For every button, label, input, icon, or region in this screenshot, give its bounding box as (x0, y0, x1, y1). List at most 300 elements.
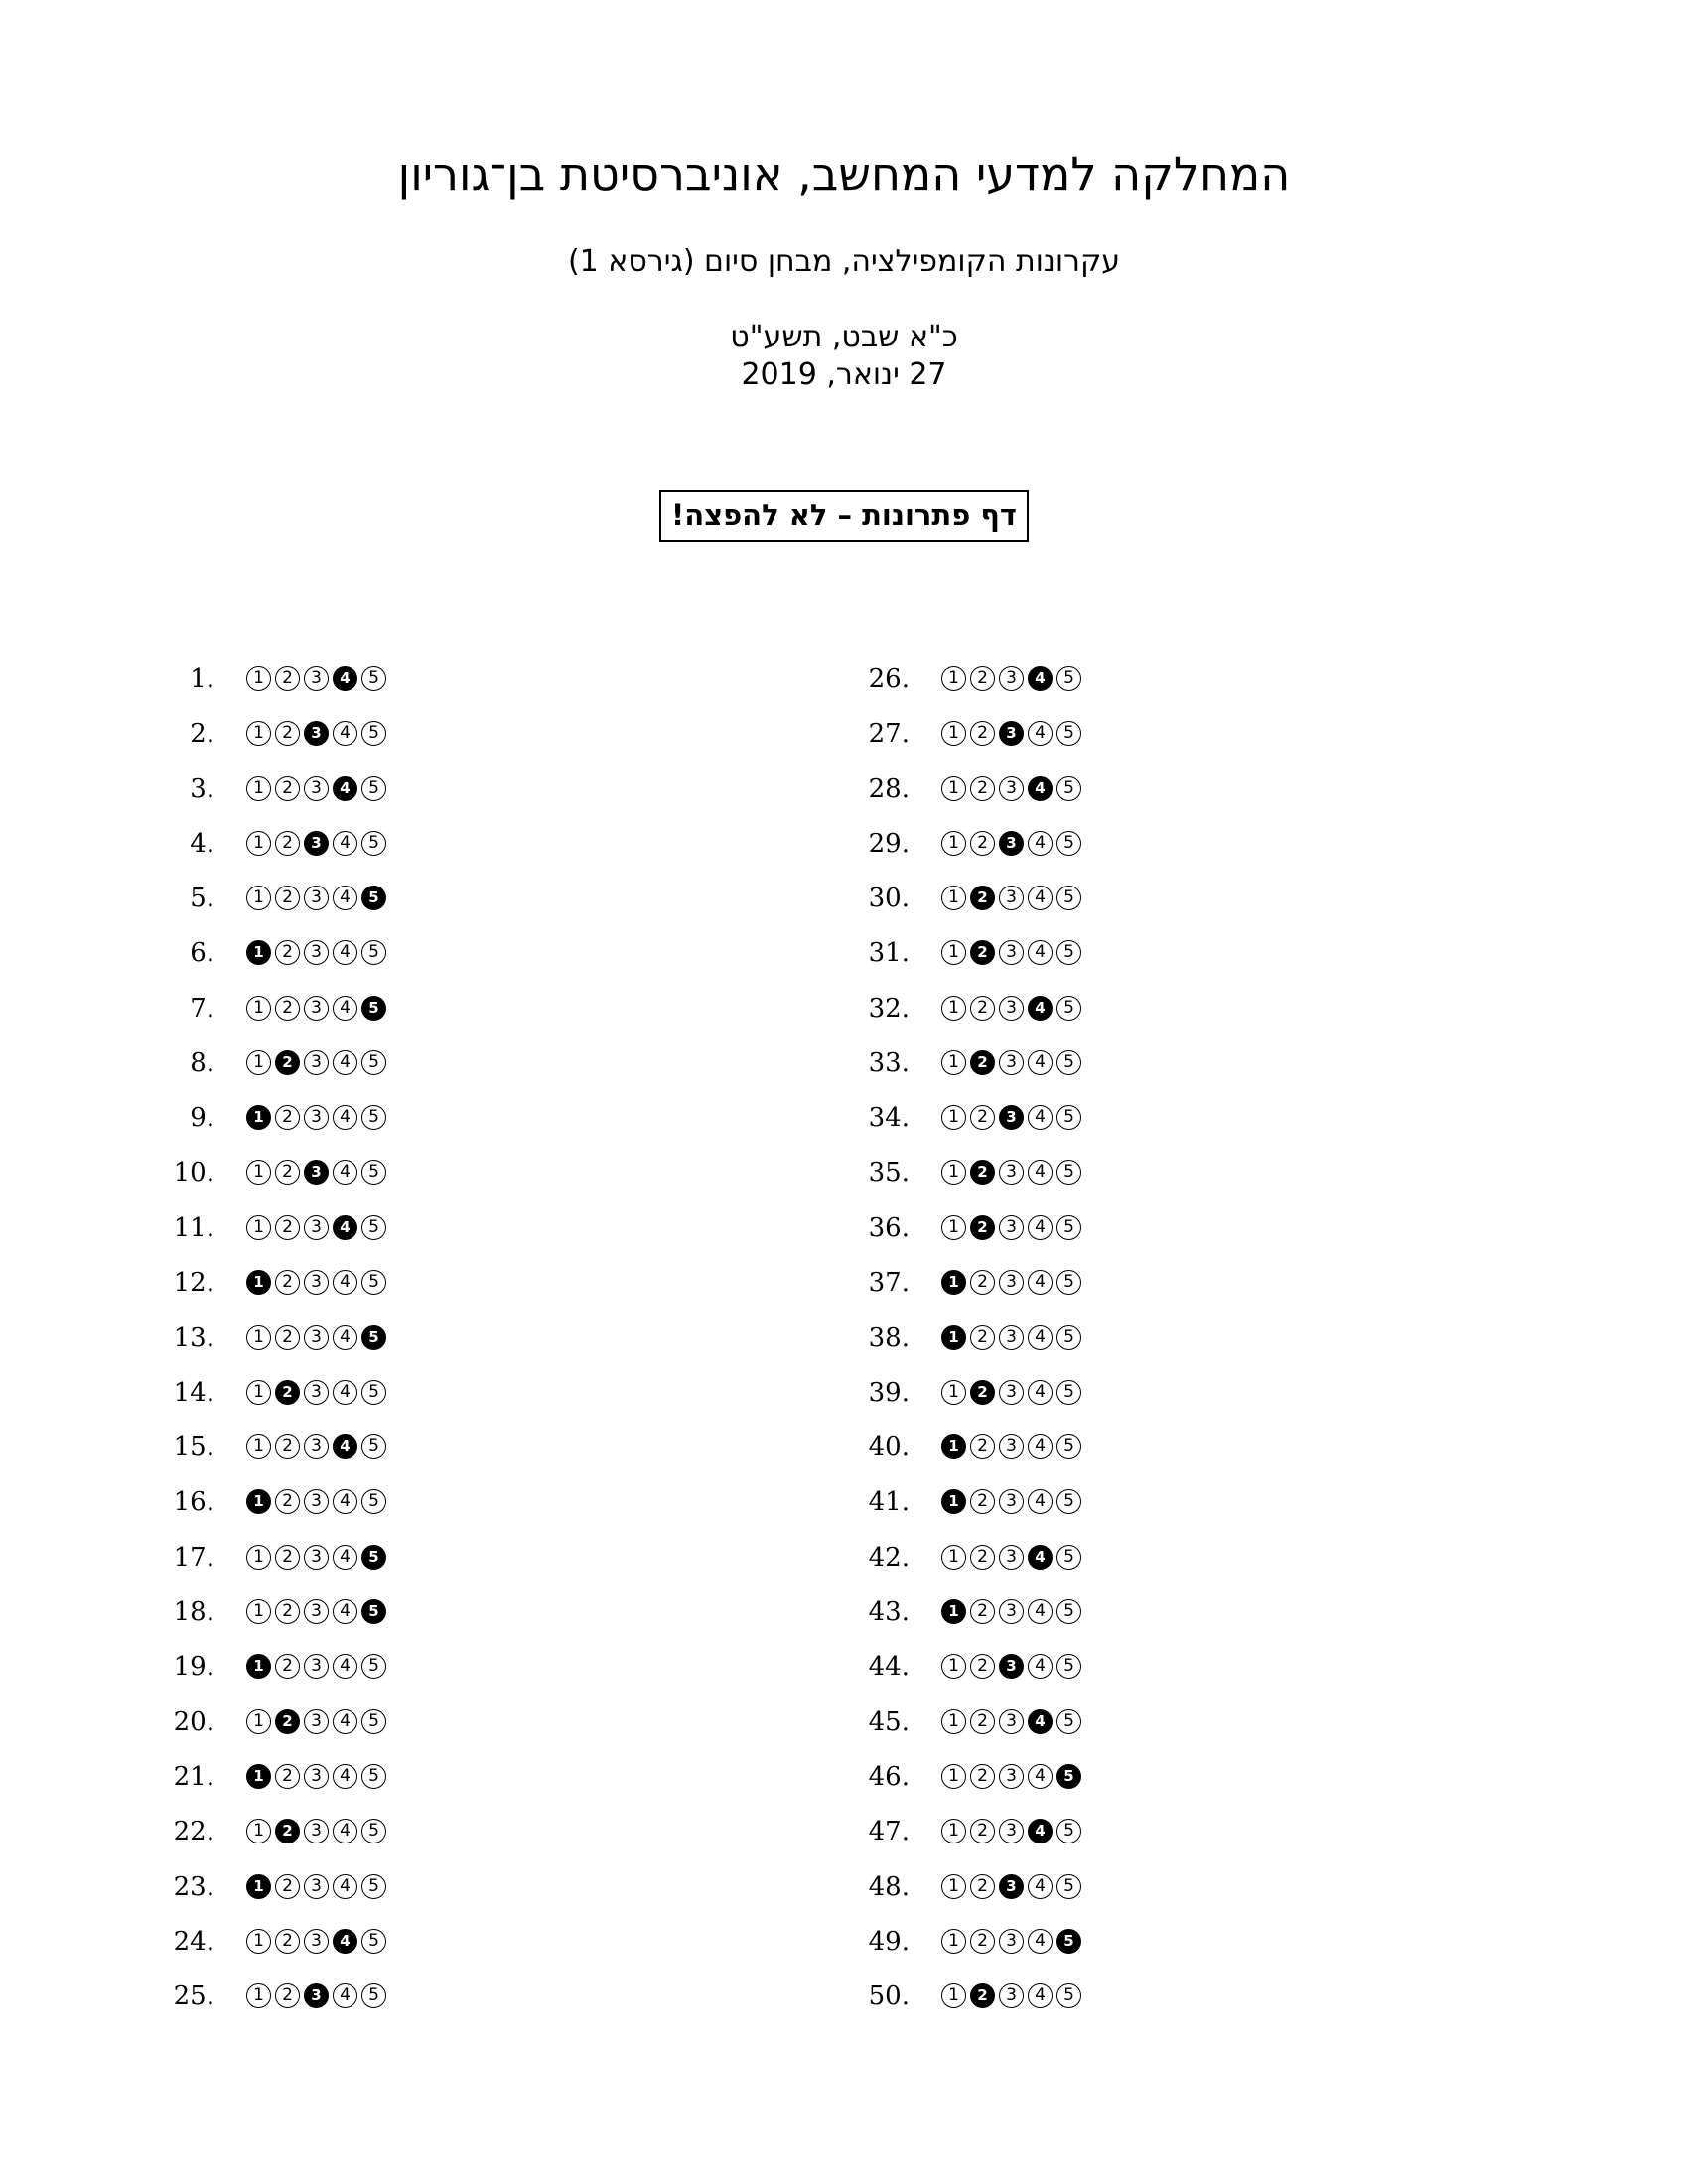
answer-bubble: 3 (999, 1380, 1024, 1405)
answer-bubbles (941, 1983, 1085, 2008)
answer-bubbles (246, 1654, 390, 1679)
question-number: 11. (173, 1212, 214, 1243)
answer-bubble: 4 (333, 721, 357, 746)
question-number: 1. (190, 664, 214, 694)
answer-bubble: 2 (970, 831, 995, 856)
answer-bubble: 3 (999, 996, 1024, 1021)
answer-bubble-filled: 4 (1028, 1709, 1053, 1734)
answer-bubble: 1 (246, 1709, 271, 1734)
answer-bubble: 2 (275, 886, 300, 910)
answer-bubble: 5 (361, 1874, 386, 1899)
answer-bubble: 3 (999, 1599, 1024, 1624)
answer-bubbles (246, 1270, 390, 1295)
question-number: 19. (173, 1652, 214, 1683)
answer-bubble-filled: 1 (941, 1434, 966, 1459)
answer-bubble: 3 (304, 886, 329, 910)
answer-bubble: 5 (1056, 1050, 1081, 1075)
question-number: 13. (173, 1322, 214, 1353)
answer-bubbles (941, 1819, 1085, 1843)
answer-bubble: 5 (361, 940, 386, 965)
answer-bubble: 3 (304, 1215, 329, 1240)
question-number: 6. (190, 938, 214, 969)
answer-bubble: 5 (361, 1050, 386, 1075)
question-number: 35. (868, 1158, 910, 1188)
answer-bubble-filled: 1 (246, 940, 271, 965)
answer-bubble: 4 (1028, 940, 1053, 965)
answer-bubble-filled: 3 (999, 831, 1024, 856)
answer-bubble-filled: 4 (333, 1215, 357, 1240)
question-number: 41. (868, 1487, 910, 1518)
answer-bubble: 4 (1028, 1434, 1053, 1459)
answer-bubble: 3 (304, 666, 329, 691)
answer-bubble: 2 (275, 666, 300, 691)
answer-bubble: 2 (275, 940, 300, 965)
answer-bubble: 4 (333, 1545, 357, 1570)
question-number: 22. (173, 1817, 214, 1847)
answer-bubble-filled: 1 (246, 1105, 271, 1130)
answer-bubbles (246, 1599, 390, 1624)
question-number: 16. (173, 1487, 214, 1518)
answer-bubble: 5 (361, 1215, 386, 1240)
answer-bubble: 1 (246, 776, 271, 801)
answer-bubble: 2 (970, 1270, 995, 1295)
answer-bubble: 1 (941, 721, 966, 746)
answer-bubble: 2 (970, 1434, 995, 1459)
answer-bubbles (941, 1545, 1085, 1570)
question-number: 39. (868, 1377, 910, 1408)
answer-bubble-filled: 4 (333, 666, 357, 691)
answer-bubble: 3 (999, 1050, 1024, 1075)
answer-bubble: 5 (1056, 1434, 1081, 1459)
answer-bubble: 5 (1056, 831, 1081, 856)
answer-bubble: 5 (1056, 1983, 1081, 2008)
answer-bubble: 1 (941, 1050, 966, 1075)
answer-bubble: 3 (999, 1929, 1024, 1954)
answer-bubble-filled: 3 (304, 1983, 329, 2008)
question-number: 3. (190, 773, 214, 804)
answer-bubble: 2 (275, 776, 300, 801)
answer-bubble: 3 (999, 1764, 1024, 1789)
answer-bubble: 4 (333, 1709, 357, 1734)
answer-bubbles (246, 1929, 390, 1954)
gregorian-date: 27 ינואר, 2019 (741, 357, 947, 392)
question-number: 50. (868, 1981, 910, 2012)
answer-bubble: 5 (1056, 1874, 1081, 1899)
answer-bubble-filled: 4 (1028, 776, 1053, 801)
answer-bubbles (246, 1764, 390, 1789)
answer-bubble: 1 (941, 1874, 966, 1899)
answer-bubble: 4 (1028, 886, 1053, 910)
answer-bubble: 4 (333, 1654, 357, 1679)
answer-bubble-filled: 2 (970, 1160, 995, 1185)
answer-bubble: 3 (999, 1819, 1024, 1843)
question-number: 8. (190, 1048, 214, 1079)
answer-bubbles (246, 940, 390, 965)
answer-bubble: 4 (333, 1764, 357, 1789)
question-number: 27. (868, 719, 910, 750)
question-number: 23. (173, 1871, 214, 1902)
answer-bubble: 5 (361, 831, 386, 856)
answer-bubble: 2 (275, 1489, 300, 1514)
answer-bubble: 2 (275, 1105, 300, 1130)
answer-bubbles (941, 1215, 1085, 1240)
question-number: 18. (173, 1597, 214, 1628)
answer-bubble: 3 (304, 1764, 329, 1789)
answer-bubbles (246, 1489, 390, 1514)
banner-wrapper (0, 490, 1688, 542)
answer-bubble: 4 (333, 1105, 357, 1130)
answer-bubble-filled: 2 (970, 940, 995, 965)
answer-bubble-filled: 2 (970, 1050, 995, 1075)
hebrew-date: כ"א שבט, תשע"ט (730, 320, 958, 354)
answer-bubbles (941, 1929, 1085, 1954)
answer-bubble: 3 (999, 1709, 1024, 1734)
question-number: 32. (868, 993, 910, 1024)
answer-bubble: 1 (941, 1105, 966, 1130)
answer-bubble: 2 (275, 1983, 300, 2008)
answer-bubble: 5 (1056, 1325, 1081, 1350)
question-number: 48. (868, 1871, 910, 1902)
answer-bubble: 4 (333, 996, 357, 1021)
answer-bubble: 1 (941, 1380, 966, 1405)
answer-bubble-filled: 1 (941, 1489, 966, 1514)
answer-bubble: 3 (999, 886, 1024, 910)
answer-bubbles (941, 1380, 1085, 1405)
answer-bubbles (941, 996, 1085, 1021)
answer-bubble: 3 (304, 1380, 329, 1405)
answer-bubble: 4 (1028, 831, 1053, 856)
answer-bubble: 4 (333, 1380, 357, 1405)
answer-bubble-filled: 5 (361, 1599, 386, 1624)
question-number: 2. (190, 719, 214, 750)
question-number: 30. (868, 884, 910, 914)
answer-bubble: 2 (970, 776, 995, 801)
answer-bubble: 4 (1028, 721, 1053, 746)
answer-bubble-filled: 3 (999, 1654, 1024, 1679)
answer-bubble-filled: 1 (246, 1874, 271, 1899)
answer-bubble: 1 (941, 1983, 966, 2008)
answer-bubble: 1 (246, 1599, 271, 1624)
answer-bubble-filled: 5 (1056, 1929, 1081, 1954)
answer-bubbles (246, 831, 390, 856)
answer-bubbles (246, 996, 390, 1021)
answer-bubble: 3 (304, 1050, 329, 1075)
answer-bubbles (941, 1050, 1085, 1075)
answer-bubble: 4 (1028, 1983, 1053, 2008)
answer-bubble-filled: 5 (1056, 1764, 1081, 1789)
question-number: 9. (190, 1103, 214, 1134)
answer-bubble: 2 (275, 1270, 300, 1295)
answer-bubble: 5 (361, 776, 386, 801)
answer-bubble: 3 (304, 996, 329, 1021)
answer-bubble: 5 (1056, 1105, 1081, 1130)
answer-bubble: 1 (246, 1983, 271, 2008)
answer-bubble: 3 (999, 940, 1024, 965)
answer-bubble: 5 (1056, 1709, 1081, 1734)
answer-bubble: 3 (304, 1874, 329, 1899)
answer-bubble-filled: 4 (333, 1929, 357, 1954)
answer-bubble-filled: 5 (361, 996, 386, 1021)
answer-bubble: 1 (246, 721, 271, 746)
answer-bubble: 3 (999, 666, 1024, 691)
answer-bubble: 4 (333, 1819, 357, 1843)
answer-bubble-filled: 3 (999, 1105, 1024, 1130)
answer-bubble-filled: 4 (1028, 666, 1053, 691)
answer-bubbles (246, 1380, 390, 1405)
answer-bubble: 1 (941, 1929, 966, 1954)
answer-bubble: 3 (999, 1983, 1024, 2008)
answer-bubbles (246, 1434, 390, 1459)
solution-sheet-banner: דף פתרונות – לא להפצה! (659, 490, 1029, 542)
question-number: 28. (868, 773, 910, 804)
answer-bubble-filled: 4 (333, 776, 357, 801)
question-number: 40. (868, 1433, 910, 1463)
answer-bubbles (246, 721, 390, 746)
answer-bubble: 2 (970, 1819, 995, 1843)
answer-bubble: 5 (361, 1983, 386, 2008)
answer-bubble: 3 (999, 1545, 1024, 1570)
answer-bubble: 5 (1056, 1654, 1081, 1679)
question-number: 24. (173, 1926, 214, 1957)
answer-bubble: 2 (275, 1929, 300, 1954)
answer-bubble-filled: 2 (970, 886, 995, 910)
answer-bubble: 1 (941, 1160, 966, 1185)
question-number: 4. (190, 828, 214, 859)
answer-bubble: 2 (275, 1874, 300, 1899)
answer-bubble-filled: 2 (275, 1709, 300, 1734)
answer-bubble: 5 (1056, 666, 1081, 691)
answer-bubble: 4 (333, 1599, 357, 1624)
answer-bubble: 4 (1028, 1654, 1053, 1679)
answer-bubble-filled: 4 (1028, 996, 1053, 1021)
answer-bubble: 4 (1028, 1325, 1053, 1350)
answer-bubble: 5 (361, 1489, 386, 1514)
answer-bubble-filled: 1 (246, 1270, 271, 1295)
answer-bubbles (246, 1160, 390, 1185)
answer-bubble: 5 (361, 1709, 386, 1734)
answer-bubbles (941, 1709, 1085, 1734)
answer-bubble: 4 (1028, 1380, 1053, 1405)
answer-bubbles (941, 1764, 1085, 1789)
answer-bubble: 3 (304, 1434, 329, 1459)
answer-bubble-filled: 5 (361, 886, 386, 910)
answer-bubble: 5 (361, 1654, 386, 1679)
answer-bubble: 1 (941, 1764, 966, 1789)
answer-bubble: 1 (246, 996, 271, 1021)
answer-bubbles (246, 776, 390, 801)
answer-bubbles (246, 1983, 390, 2008)
answer-bubble: 1 (941, 1654, 966, 1679)
answer-bubble: 5 (361, 721, 386, 746)
answer-bubble: 5 (361, 1270, 386, 1295)
answer-bubble: 1 (941, 1215, 966, 1240)
question-number: 7. (190, 993, 214, 1024)
answer-bubble: 1 (246, 1325, 271, 1350)
answer-bubble-filled: 1 (246, 1764, 271, 1789)
question-number: 36. (868, 1212, 910, 1243)
answer-bubble: 2 (970, 666, 995, 691)
answer-bubble-filled: 1 (941, 1325, 966, 1350)
answer-bubble: 2 (275, 1599, 300, 1624)
answer-bubble: 1 (941, 831, 966, 856)
answer-bubble: 4 (333, 1050, 357, 1075)
answer-bubble: 4 (333, 1874, 357, 1899)
answer-bubble-filled: 1 (246, 1489, 271, 1514)
answer-bubble: 5 (361, 1160, 386, 1185)
answer-bubble: 5 (1056, 1380, 1081, 1405)
answer-bubble: 3 (304, 1270, 329, 1295)
question-number: 20. (173, 1706, 214, 1737)
answer-bubble: 1 (941, 940, 966, 965)
answer-bubble: 1 (246, 1819, 271, 1843)
answer-bubble: 5 (1056, 1270, 1081, 1295)
answer-bubble: 1 (246, 666, 271, 691)
answer-bubble: 3 (999, 1489, 1024, 1514)
answer-bubbles (246, 1545, 390, 1570)
answer-bubble: 2 (970, 1874, 995, 1899)
answer-bubble: 3 (999, 1434, 1024, 1459)
answer-bubble-filled: 3 (304, 1160, 329, 1185)
answer-bubbles (246, 1050, 390, 1075)
answer-bubble-filled: 3 (304, 831, 329, 856)
answer-bubble-filled: 1 (246, 1654, 271, 1679)
answer-bubbles (941, 1434, 1085, 1459)
answer-bubble: 2 (970, 1105, 995, 1130)
answer-bubble: 2 (275, 1160, 300, 1185)
answer-bubble-filled: 2 (275, 1050, 300, 1075)
answer-bubble: 1 (246, 1050, 271, 1075)
question-number: 15. (173, 1433, 214, 1463)
question-number: 44. (868, 1652, 910, 1683)
answer-bubble: 3 (304, 1545, 329, 1570)
answer-bubble-filled: 2 (275, 1380, 300, 1405)
answer-bubbles (941, 886, 1085, 910)
answer-bubble: 3 (304, 776, 329, 801)
answer-bubble-filled: 2 (970, 1983, 995, 2008)
answer-bubble: 4 (333, 1325, 357, 1350)
answer-bubble: 2 (275, 721, 300, 746)
answer-bubble: 2 (275, 1325, 300, 1350)
answer-bubble-filled: 1 (941, 1270, 966, 1295)
answer-bubble: 4 (1028, 1929, 1053, 1954)
answer-bubble: 3 (999, 776, 1024, 801)
answer-bubble: 1 (246, 1160, 271, 1185)
answer-bubble: 2 (275, 1215, 300, 1240)
question-number: 33. (868, 1048, 910, 1079)
answer-bubbles (941, 940, 1085, 965)
answer-bubble: 2 (970, 996, 995, 1021)
answer-bubbles (246, 666, 390, 691)
answer-bubble: 1 (941, 1709, 966, 1734)
answer-bubble-filled: 4 (1028, 1545, 1053, 1570)
answer-bubble-filled: 2 (275, 1819, 300, 1843)
answer-bubble: 2 (970, 1599, 995, 1624)
answer-bubble: 4 (333, 886, 357, 910)
answer-bubble-filled: 5 (361, 1325, 386, 1350)
answer-bubbles (941, 1270, 1085, 1295)
answer-bubble: 4 (333, 1270, 357, 1295)
answer-bubble: 4 (1028, 1489, 1053, 1514)
answer-bubbles (941, 1160, 1085, 1185)
answer-bubble: 1 (246, 886, 271, 910)
answer-bubble-filled: 2 (970, 1380, 995, 1405)
answer-bubble: 5 (361, 1929, 386, 1954)
question-number: 21. (173, 1761, 214, 1792)
answer-bubble: 4 (333, 1160, 357, 1185)
answer-bubble: 4 (333, 831, 357, 856)
answer-bubble: 3 (304, 1709, 329, 1734)
exam-subtitle: עקרונות הקומפילציה, מבחן סיום (גירסא 1) (567, 244, 1121, 279)
answer-bubble-filled: 3 (999, 721, 1024, 746)
answer-bubble: 1 (246, 1434, 271, 1459)
answer-bubble-filled: 2 (970, 1215, 995, 1240)
answer-bubble: 5 (1056, 1599, 1081, 1624)
answer-bubble: 4 (1028, 1105, 1053, 1130)
answer-bubble: 1 (941, 1819, 966, 1843)
answer-bubble: 3 (999, 1160, 1024, 1185)
answer-bubble-filled: 3 (304, 721, 329, 746)
question-number: 49. (868, 1926, 910, 1957)
answer-bubble-filled: 3 (999, 1874, 1024, 1899)
answer-bubble: 1 (941, 886, 966, 910)
answer-bubble: 2 (970, 1764, 995, 1789)
answer-bubbles (941, 1599, 1085, 1624)
answer-bubbles (246, 1215, 390, 1240)
answer-bubbles (941, 776, 1085, 801)
answer-bubble: 1 (246, 1215, 271, 1240)
answer-bubble: 4 (1028, 1764, 1053, 1789)
answer-bubble: 2 (970, 1489, 995, 1514)
answer-bubbles (941, 831, 1085, 856)
answer-bubble: 1 (941, 996, 966, 1021)
answer-bubble: 2 (275, 831, 300, 856)
answer-bubble: 5 (361, 666, 386, 691)
answer-bubble: 5 (361, 1380, 386, 1405)
answer-bubbles (941, 1325, 1085, 1350)
answer-bubble: 3 (304, 1654, 329, 1679)
question-number: 42. (868, 1542, 910, 1572)
answer-bubbles (246, 1874, 390, 1899)
answer-bubbles (246, 1709, 390, 1734)
answer-bubble: 5 (1056, 1819, 1081, 1843)
answer-bubble: 2 (275, 996, 300, 1021)
answer-bubble: 4 (1028, 1874, 1053, 1899)
answer-bubble: 5 (361, 1434, 386, 1459)
answer-bubble: 3 (999, 1270, 1024, 1295)
answer-bubbles (941, 666, 1085, 691)
answer-bubble: 2 (970, 1325, 995, 1350)
question-number: 17. (173, 1542, 214, 1572)
answer-bubble: 2 (970, 1654, 995, 1679)
answer-bubble: 4 (1028, 1215, 1053, 1240)
answer-bubble: 4 (1028, 1599, 1053, 1624)
answer-bubble: 2 (970, 1929, 995, 1954)
answer-bubble: 3 (999, 1325, 1024, 1350)
answer-bubbles (246, 1819, 390, 1843)
answer-bubble: 2 (275, 1654, 300, 1679)
answer-bubbles (941, 1874, 1085, 1899)
answer-bubble-filled: 5 (361, 1545, 386, 1570)
answer-bubble: 5 (1056, 940, 1081, 965)
question-number: 29. (868, 828, 910, 859)
question-number: 43. (868, 1597, 910, 1628)
question-number: 38. (868, 1322, 910, 1353)
answer-bubble: 5 (1056, 1545, 1081, 1570)
answer-bubbles (941, 721, 1085, 746)
answer-bubble: 3 (304, 1325, 329, 1350)
answer-bubbles (246, 1325, 390, 1350)
answer-bubble: 4 (1028, 1050, 1053, 1075)
